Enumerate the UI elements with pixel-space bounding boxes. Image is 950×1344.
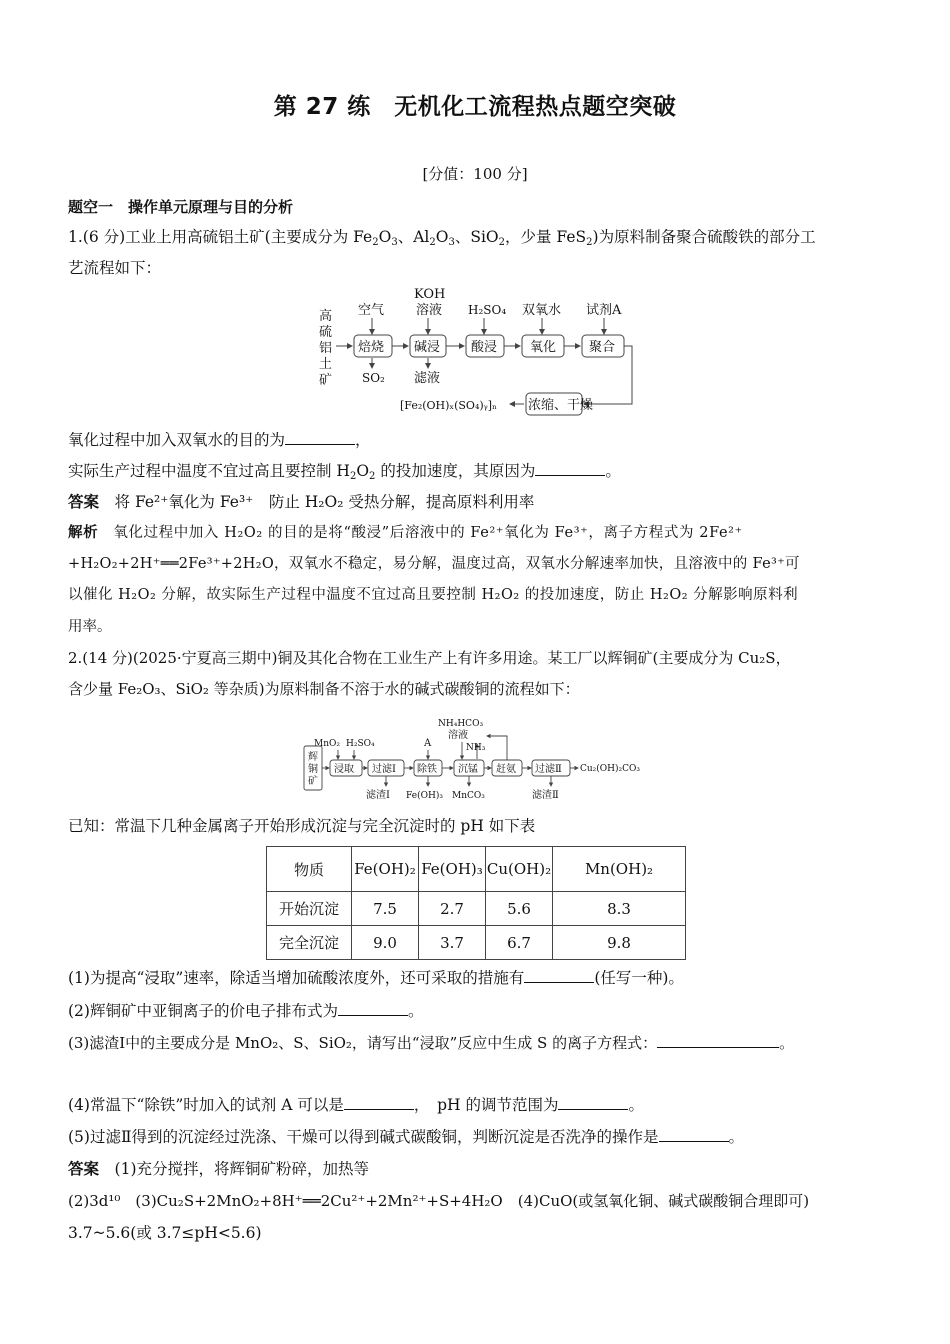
answer-blank[interactable] [285, 430, 355, 445]
q1-question-1: 氧化过程中加入双氧水的目的为 ， [68, 431, 371, 449]
table-cell: 开始沉淀 [267, 892, 352, 926]
q2-step-filter1: 过滤Ⅰ [372, 764, 396, 775]
q1-reagent-air: 空气 [358, 303, 385, 318]
q2-reagent-nh4hco3: NH₄HCO₃ [438, 719, 484, 729]
q1-reagent-koh: KOH [414, 287, 446, 302]
q1-analysis-line3: 以催化 H₂O₂ 分解，故实际生产过程中温度不宜过高且要控制 H₂O₂ 的投加速度，防止 H₂O₂ 分解影响原料利 [68, 587, 799, 603]
q1-flow-diagram [316, 284, 636, 416]
q1-product: [Fe₂(OH)ₓ(SO₄)ᵧ]ₙ [400, 399, 497, 412]
q1-ore-char: 铝 [319, 341, 333, 356]
q2-reagent-mno2: MnO₂ [314, 739, 340, 749]
q1-step-acid-leach: 酸浸 [471, 340, 498, 355]
table-row [267, 892, 686, 926]
q2-step-precipitate-mn: 沉锰 [458, 764, 478, 775]
q2-output-residue1: 滤渣Ⅰ [366, 790, 390, 801]
q2-known: 已知：常温下几种金属离子开始形成沉淀与完全沉淀时的 pH 如下表 [68, 817, 536, 835]
q2-step-filter2: 过滤Ⅱ [535, 764, 562, 775]
table-cell: 5.6 [486, 892, 553, 926]
q2-ore-char: 辉 [308, 752, 318, 763]
q2-intro-line2: 含少量 Fe₂O₃、SiO₂ 等杂质)为原料制备不溶于水的碱式碳酸铜的流程如下： [68, 680, 580, 698]
q1-step-oxidize: 氧化 [530, 340, 557, 355]
answer-blank[interactable] [344, 1095, 414, 1110]
q2-reagent-a: A [424, 738, 432, 749]
q1-analysis-line4: 用率。 [68, 619, 112, 635]
answer-blank[interactable] [657, 1033, 779, 1048]
q1-analysis-line2: +H₂O₂+2H⁺══2Fe³⁺+2H₂O，双氧水不稳定，易分解，温度过高，双氧水分解速率加快，且溶液中的 Fe³⁺可 [68, 556, 800, 572]
q2-answer-3: 3.7~5.6(或 3.7≤pH<5.6) [68, 1224, 262, 1242]
table-header: Mn(OH)₂ [553, 847, 686, 892]
q1-reagent-koh-solution: 溶液 [416, 303, 443, 318]
answer-blank[interactable] [338, 1001, 408, 1016]
table-cell: 3.7 [419, 926, 486, 960]
table-cell: 9.0 [352, 926, 419, 960]
q1-ore-char: 矿 [319, 373, 333, 388]
q1-intro: 1.(6 分)工业上用高硫铝土矿(主要成分为 $Fe_2O_3$、$Al_2O_3$、SiO$_2$，少量 FeS$_2$)为原料制备聚合硫酸铁的部分工 [68, 228, 816, 248]
q2-answer-1: 答案 (1)充分搅拌，将辉铜矿粉碎，加热等 [68, 1160, 369, 1178]
q2-part1: (1)为提高“浸取”速率，除适当增加硫酸浓度外，还可采取的措施有 (任写一种)。 [68, 969, 684, 987]
score-info: [分值：100 分] [422, 165, 528, 183]
answer-blank[interactable] [535, 461, 605, 476]
table-cell: 8.3 [553, 892, 686, 926]
q2-part5: (5)过滤Ⅱ得到的沉淀经过洗涤、干燥可以得到碱式碳酸铜，判断沉淀是否洗净的操作是 。 [68, 1128, 745, 1146]
table-cell: 2.7 [419, 892, 486, 926]
table-row [267, 847, 686, 892]
table-header: Cu(OH)₂ [486, 847, 553, 892]
q1-intro-line2: 艺流程如下： [68, 259, 162, 277]
table-header: Fe(OH)₂ [352, 847, 419, 892]
q2-ore-char: 铜 [308, 764, 318, 775]
q2-nh3: NH₃ [466, 743, 486, 753]
q2-intro: 2.(14 分)(2025·宁夏高三期中)铜及其化合物在工业生产上有许多用途。某工厂以辉铜矿(主要成分为 Cu₂S， [68, 649, 791, 667]
section-heading: 题空一 操作单元原理与目的分析 [68, 198, 294, 216]
q2-output-feoh3: Fe(OH)₃ [406, 791, 443, 801]
answer-blank[interactable] [524, 968, 594, 983]
q1-analysis-line1: 解析 氧化过程中加入 H₂O₂ 的目的是将“酸浸”后溶液中的 Fe²⁺氧化为 Fe³⁺，离子方程式为 2Fe²⁺ [68, 525, 743, 541]
q2-reagent-solution: 溶液 [448, 730, 468, 741]
q1-step-alkali-leach: 碱浸 [414, 340, 441, 355]
q1-question-2: 实际生产过程中温度不宜过高且要控制 $H_2O_2$ 的投加速度，其原因为 。 [68, 462, 621, 482]
table-row [267, 926, 686, 960]
q1-ore-char: 硫 [319, 325, 333, 340]
q2-ore-char: 矿 [308, 776, 318, 787]
q1-step-polymerize: 聚合 [589, 340, 616, 355]
q2-output-mnco3: MnCO₃ [452, 791, 485, 801]
table-cell: 7.5 [352, 892, 419, 926]
q2-part3: (3)滤渣Ⅰ中的主要成分是 MnO₂、S、SiO₂，请写出“浸取”反应中生成 S 的离子方程式： 。 [68, 1034, 795, 1052]
page-title: 第 27 练 无机化工流程热点题空突破 [273, 94, 677, 120]
q2-step-drive-ammonia: 赶氨 [496, 764, 516, 775]
answer-blank[interactable] [558, 1095, 628, 1110]
table-header: 物质 [267, 847, 352, 892]
q1-step-concentrate: 浓缩、干燥 [528, 398, 594, 413]
q1-ore-char: 高 [319, 309, 333, 324]
ph-table [266, 846, 686, 960]
table-header: Fe(OH)₃ [419, 847, 486, 892]
q1-ore-char: 土 [319, 357, 333, 372]
q2-part4: (4)常温下“除铁”时加入的试剂 A 可以是 ， pH 的调节范围为 。 [68, 1096, 644, 1114]
q2-output-residue2: 滤渣Ⅱ [532, 790, 559, 801]
q1-output-so2: SO₂ [362, 371, 385, 385]
q1-output-filtrate: 滤液 [414, 371, 441, 386]
q2-step-remove-iron: 除铁 [417, 764, 437, 775]
q2-answer-2: (2)3d¹⁰ (3)Cu₂S+2MnO₂+8H⁺══2Cu²⁺+2Mn²⁺+S+4H₂O (4)CuO(或氢氧化铜、碱式碳酸铜合理即可) [68, 1192, 810, 1210]
table-cell: 6.7 [486, 926, 553, 960]
q2-flow-diagram [302, 708, 652, 804]
q2-product: Cu₂(OH)₂CO₃ [580, 764, 641, 774]
q2-step-leach: 浸取 [334, 764, 354, 775]
table-cell: 完全沉淀 [267, 926, 352, 960]
q1-step-roast: 焙烧 [358, 340, 385, 355]
q2-part2: (2)辉铜矿中亚铜离子的价电子排布式为 。 [68, 1002, 424, 1020]
q1-answer: 答案 将 Fe²⁺氧化为 Fe³⁺ 防止 H₂O₂ 受热分解，提高原料利用率 [68, 493, 535, 511]
q1-reagent-h2so4: H₂SO₄ [468, 303, 507, 317]
table-cell: 9.8 [553, 926, 686, 960]
q1-reagent-a: 试剂A [586, 303, 622, 318]
q2-reagent-h2so4: H₂SO₄ [346, 739, 375, 749]
answer-blank[interactable] [659, 1127, 729, 1142]
q1-reagent-h2o2: 双氧水 [522, 303, 562, 318]
